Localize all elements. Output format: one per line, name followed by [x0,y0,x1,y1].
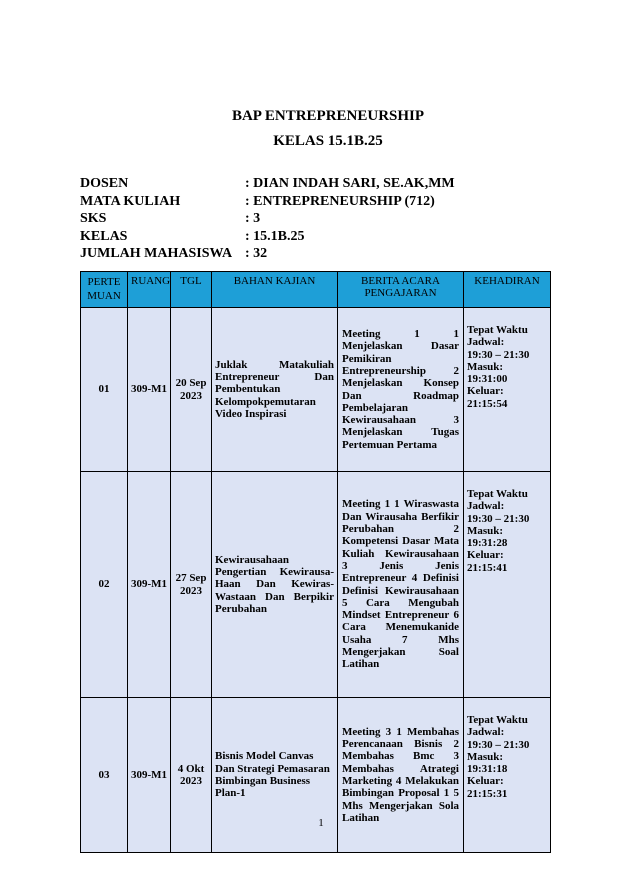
kehadiran-jadwal-label: Jadwal: [467,726,505,739]
kehadiran-masuk-label: Masuk: [467,360,504,373]
cell-ruang: 309-M1 [128,308,171,472]
header-kehadiran: KEHADIRAN [464,272,551,308]
header-tgl: TGL [171,272,212,308]
page-number: 1 [318,817,324,829]
header-bahan-kajian: BAHAN KAJIAN [212,272,338,308]
info-value: : 32 [245,246,268,261]
cell-ruang: 309-M1 [128,698,171,853]
cell-kehadiran [464,698,551,853]
kehadiran-keluar-label: Keluar: [467,385,504,398]
info-value: : DIAN INDAH SARI, SE.AK,MM [245,176,455,191]
cell-ruang: 309-M1 [128,472,171,698]
kehadiran-masuk: 19:31:00 [467,373,508,386]
info-value: : 15.1B.25 [245,228,305,244]
info-label: DOSEN [80,176,129,191]
cell-berita-acara: Meeting 1 1 Wiraswasta Dan Wirausaha Berfikir Perubahan 2 Kompetensi Dasar Mata Kuliah Kewirausahaan 3 Jenis Jenis Entrepreneur 4 Definisi Definisi Kewirausahaan 5 Cara Mengubah Mindset Entrepreneur 6 Cara Menemukanide Usaha 7 Mhs Mengerjakan Soal Latihan [338,472,464,698]
cell-bahan-kajian: Juklak Matakuliah Entrepreneur Dan Pembentukan Kelompokpemutaran Video Inspirasi [212,308,338,472]
cell-berita-acara: Meeting 1 1 Menjelaskan Dasar Pemikiran Entrepreneurship 2 Menjelaskan Konsep Dan Roadmap Pembelajaran Kewirausahaan 3 Menjelaskan Tugas Pertemuan Pertama [338,308,464,472]
header-berita-acara: BERITA ACARA PENGAJARAN [338,272,464,308]
kehadiran-jadwal: 19:30 – 21:30 [467,512,530,525]
cell-bahan-kajian: Kewirausahaan Pengertian Kewirausa-Haan Dan Kewiras-Wastaan Dan Berpikir Perubahan [212,472,338,698]
kehadiran-jadwal-label: Jadwal: [467,500,505,513]
kehadiran-masuk: 19:31:28 [467,537,508,550]
info-label: SKS [80,211,107,226]
cell-pertemuan: 02 [81,472,128,698]
info-value: : ENTREPRENEURSHIP (712) [245,193,435,209]
cell-pertemuan: 03 [81,698,128,853]
table-header-row [81,272,551,308]
kehadiran-masuk-label: Masuk: [467,750,504,763]
cell-kehadiran [464,308,551,472]
document-subtitle: KELAS 15.1B.25 [273,133,383,149]
bap-table [80,271,551,853]
kehadiran-masuk: 19:31:18 [467,763,508,776]
kehadiran-keluar-label: Keluar: [467,775,504,788]
kehadiran-jadwal: 19:30 – 21:30 [467,348,530,361]
header-ruang: RUANG [128,272,171,308]
header-pertemuan: PERTE MUAN [81,272,128,308]
cell-tgl: 20 Sep 2023 [171,308,212,472]
table-row [81,308,551,472]
kehadiran-jadwal: 19:30 – 21:30 [467,738,530,751]
table-row [81,698,551,853]
kehadiran-jadwal-label: Jadwal: [467,336,505,349]
cell-kehadiran [464,472,551,698]
kehadiran-masuk-label: Masuk: [467,524,504,537]
kehadiran-keluar: 21:15:31 [467,787,508,800]
cell-bahan-kajian: Bisnis Model Canvas Dan Strategi Pemasaran Bimbingan Business Plan-1 [212,698,338,853]
cell-berita-acara: Meeting 3 1 Membahas Perencanaan Bisnis 2 Membahas Bmc 3 Membahas Atrategi Marketing 4 Melakukan Bimbingan Proposal 1 5 Mhs Mengerjakan Sola Latihan [338,698,464,853]
kehadiran-keluar: 21:15:41 [467,561,508,574]
document-title: BAP ENTREPRENEURSHIP [231,108,425,124]
kehadiran-keluar-label: Keluar: [467,549,504,562]
cell-pertemuan: 01 [81,308,128,472]
cell-tgl: 4 Okt 2023 [171,698,212,853]
info-label: MATA KULIAH [80,193,181,209]
kehadiran-status: Tepat Waktu [467,714,528,726]
kehadiran-status: Tepat Waktu [467,488,528,500]
cell-tgl: 27 Sep 2023 [171,472,212,698]
info-label: JUMLAH MAHASISWA [80,246,233,261]
table-row [81,472,551,698]
kehadiran-status: Tepat Waktu [467,324,528,336]
info-label: KELAS [80,228,128,244]
kehadiran-keluar: 21:15:54 [467,397,508,410]
info-value: : 3 [245,211,261,226]
